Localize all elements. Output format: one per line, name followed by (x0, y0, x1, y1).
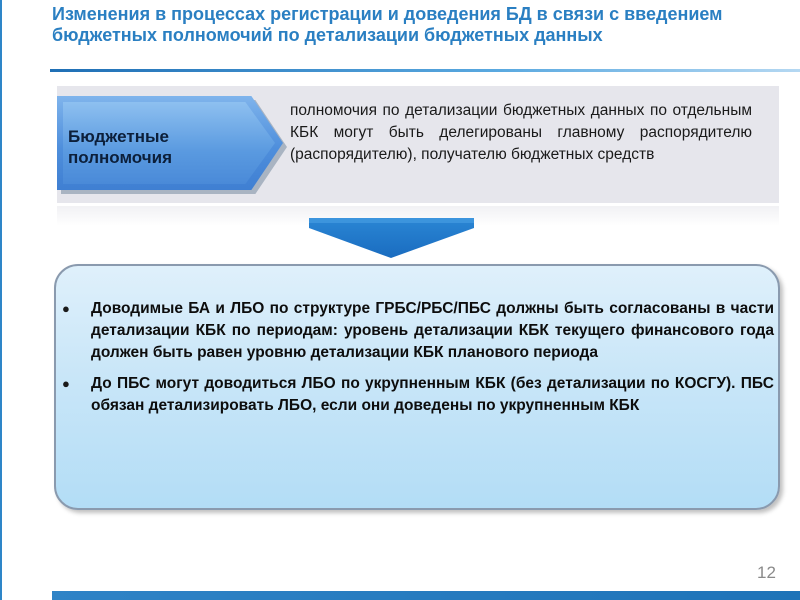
bullet-list (58, 298, 774, 426)
slide-title: Изменения в процессах регистрации и доведения БД в связи с введением бюджетных полномочий по детализации бюджетных данных (52, 4, 723, 45)
bullet-text: Доводимые БА и ЛБО по структуре ГРБС/РБС/ПБС должны быть согласованы в части детализации КБК по периодам: уровень детализации КБК текущего финансового года должен быть равен уровню детализации КБК планового периода (91, 300, 774, 361)
top-panel-description: полномочия по детализации бюджетных данных по отдельным КБК могут быть делегированы главному распорядителю (распорядителю), получателю бюджетных средств (290, 102, 752, 163)
footer-bar (52, 591, 800, 600)
list-item (58, 298, 774, 364)
left-edge-line (0, 0, 2, 600)
chevron-label: Бюджетные полномочия (68, 127, 173, 167)
list-item (58, 373, 774, 417)
bullet-text: До ПБС могут доводиться ЛБО по укрупненным КБК (без детализации по КОСГУ). ПБС обязан детализировать ЛБО, если они доведены по укрупненным КБК (91, 375, 774, 414)
bullet-icon: ● (62, 301, 70, 316)
down-arrow-icon (309, 218, 474, 258)
page-number: 12 (757, 563, 776, 582)
title-underline (50, 69, 800, 72)
bullet-icon: ● (62, 376, 70, 391)
